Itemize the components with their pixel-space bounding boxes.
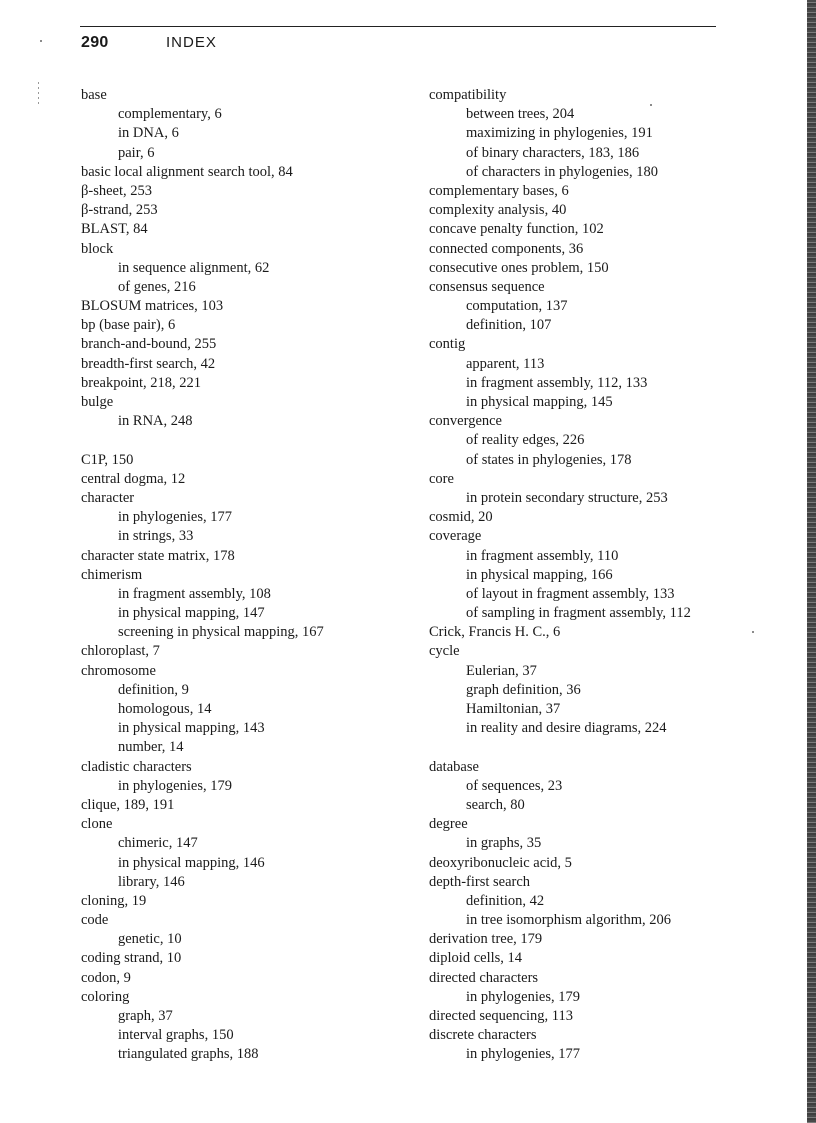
index-entry: deoxyribonucleic acid, 5	[429, 854, 572, 871]
index-subentry: between trees, 204	[466, 106, 575, 123]
index-subentry: in RNA, 248	[118, 413, 193, 430]
index-subentry: in sequence alignment, 62	[118, 259, 270, 276]
header-rule	[80, 26, 716, 27]
index-entry: depth-first search	[429, 873, 531, 890]
index-entry: connected components, 36	[429, 240, 584, 257]
index-entry: bp (base pair), 6	[81, 317, 176, 334]
index-subentry: in physical mapping, 143	[118, 720, 265, 737]
index-entry: C1P, 150	[81, 451, 134, 468]
index-entry: chromosome	[81, 662, 156, 679]
index-entry: clique, 189, 191	[81, 796, 175, 813]
scan-speck	[40, 40, 42, 42]
index-subentry: chimeric, 147	[118, 835, 198, 852]
index-entry: convergence	[429, 413, 502, 430]
index-entry: code	[81, 912, 109, 929]
index-entry: base	[81, 87, 107, 103]
index-subentry: of sampling in fragment assembly, 112	[466, 605, 691, 622]
page-number: 290	[81, 34, 109, 51]
index-entry: breakpoint, 218, 221	[81, 374, 202, 391]
index-subentry: in fragment assembly, 108	[118, 585, 271, 602]
index-subentry: in physical mapping, 147	[118, 605, 265, 622]
index-subentry: in reality and desire diagrams, 224	[466, 720, 667, 737]
index-entry: character state matrix, 178	[81, 547, 235, 564]
index-subentry: of sequences, 23	[466, 777, 563, 794]
index-entry: β-sheet, 253	[81, 182, 152, 199]
index-entry: chloroplast, 7	[81, 643, 160, 660]
index-subentry: maximizing in phylogenies, 191	[466, 125, 653, 142]
index-entry: cladistic characters	[81, 758, 192, 775]
index-subentry: of states in phylogenies, 178	[466, 451, 632, 468]
index-entry: degree	[429, 816, 468, 833]
index-entry: β-strand, 253	[81, 202, 158, 219]
index-entry: complementary bases, 6	[429, 182, 569, 199]
index-entry: directed sequencing, 113	[429, 1008, 574, 1024]
index-entry: core	[429, 470, 454, 487]
index-entry: complexity analysis, 40	[429, 202, 567, 219]
index-subentry: in protein secondary structure, 253	[466, 489, 668, 506]
index-subentry: apparent, 113	[466, 355, 545, 372]
page-header	[81, 34, 217, 56]
index-entry: codon, 9	[81, 969, 131, 986]
index-subentry: genetic, 10	[118, 931, 182, 948]
index-subentry: in strings, 33	[118, 528, 194, 545]
index-entry: basic local alignment search tool, 84	[81, 163, 293, 180]
running-head: INDEX	[166, 34, 217, 51]
index-entry: central dogma, 12	[81, 470, 186, 487]
index-subentry: graph definition, 36	[466, 681, 581, 698]
index-subentry: definition, 9	[118, 681, 189, 698]
index-subentry: triangulated graphs, 188	[118, 1046, 259, 1063]
index-subentry: graph, 37	[118, 1008, 173, 1024]
index-entry: compatibility	[429, 87, 507, 103]
index-subentry: in fragment assembly, 110	[466, 547, 619, 564]
index-entry: coding strand, 10	[81, 950, 182, 967]
index-entry: discrete characters	[429, 1027, 537, 1044]
index-subentry: definition, 107	[466, 317, 552, 334]
index-subentry: in phylogenies, 179	[118, 777, 232, 794]
index-entry: cosmid, 20	[429, 509, 493, 526]
index-entry: Crick, Francis H. C., 6	[429, 624, 561, 641]
index-subentry: of reality edges, 226	[466, 432, 585, 449]
index-subentry: of layout in fragment assembly, 133	[466, 585, 675, 602]
index-entry: bulge	[81, 394, 114, 410]
index-entry: diploid cells, 14	[429, 950, 523, 967]
index-entry: concave penalty function, 102	[429, 221, 604, 238]
index-subentry: definition, 42	[466, 892, 545, 909]
index-entry: coloring	[81, 988, 130, 1005]
index-subentry: complementary, 6	[118, 106, 222, 123]
scan-speck	[752, 631, 754, 633]
index-subentry: number, 14	[118, 739, 184, 756]
index-entry: clone	[81, 816, 113, 833]
index-column-right	[429, 86, 729, 1065]
index-subentry: Hamiltonian, 37	[466, 701, 561, 717]
index-entry: consecutive ones problem, 150	[429, 259, 609, 276]
index-subentry: library, 146	[118, 873, 185, 890]
index-entry: database	[429, 758, 479, 775]
index-subentry: screening in physical mapping, 167	[118, 624, 324, 641]
index-subentry: in graphs, 35	[466, 835, 542, 852]
binding-edge	[807, 0, 816, 1123]
index-subentry: Eulerian, 37	[466, 662, 537, 679]
index-subentry: in physical mapping, 166	[466, 566, 613, 583]
index-entry: breadth-first search, 42	[81, 355, 216, 372]
index-subentry: in phylogenies, 177	[118, 509, 232, 526]
index-subentry: in DNA, 6	[118, 125, 179, 142]
index-entry: character	[81, 489, 135, 506]
index-entry: cloning, 19	[81, 892, 147, 909]
index-subentry: computation, 137	[466, 298, 568, 315]
index-entry: derivation tree, 179	[429, 931, 543, 948]
index-subentry: in tree isomorphism algorithm, 206	[466, 912, 671, 929]
index-subentry: pair, 6	[118, 144, 155, 161]
index-subentry: search, 80	[466, 796, 525, 813]
index-subentry: of genes, 216	[118, 278, 196, 295]
index-column-left	[81, 86, 411, 1065]
index-entry: consensus sequence	[429, 278, 545, 295]
index-section-gap	[429, 738, 729, 757]
index-entry: contig	[429, 336, 466, 353]
index-entry: directed characters	[429, 969, 539, 986]
index-entry: branch-and-bound, 255	[81, 336, 217, 353]
index-entry: coverage	[429, 528, 482, 545]
index-subentry: in physical mapping, 146	[118, 854, 265, 871]
index-subentry: in physical mapping, 145	[466, 394, 613, 410]
index-subentry: of characters in phylogenies, 180	[466, 163, 659, 180]
index-subentry: in phylogenies, 179	[466, 988, 580, 1005]
index-subentry: of binary characters, 183, 186	[466, 144, 640, 161]
index-entry: cycle	[429, 643, 460, 660]
index-entry: BLAST, 84	[81, 221, 148, 238]
index-subentry: in fragment assembly, 112, 133	[466, 374, 648, 391]
scan-edge-mark	[38, 82, 39, 104]
index-subentry: homologous, 14	[118, 701, 212, 717]
index-subentry: in phylogenies, 177	[466, 1046, 580, 1063]
index-section-gap	[81, 431, 411, 450]
index-entry: chimerism	[81, 566, 143, 583]
index-subentry: interval graphs, 150	[118, 1027, 234, 1044]
index-entry: block	[81, 240, 114, 257]
index-entry: BLOSUM matrices, 103	[81, 298, 224, 315]
